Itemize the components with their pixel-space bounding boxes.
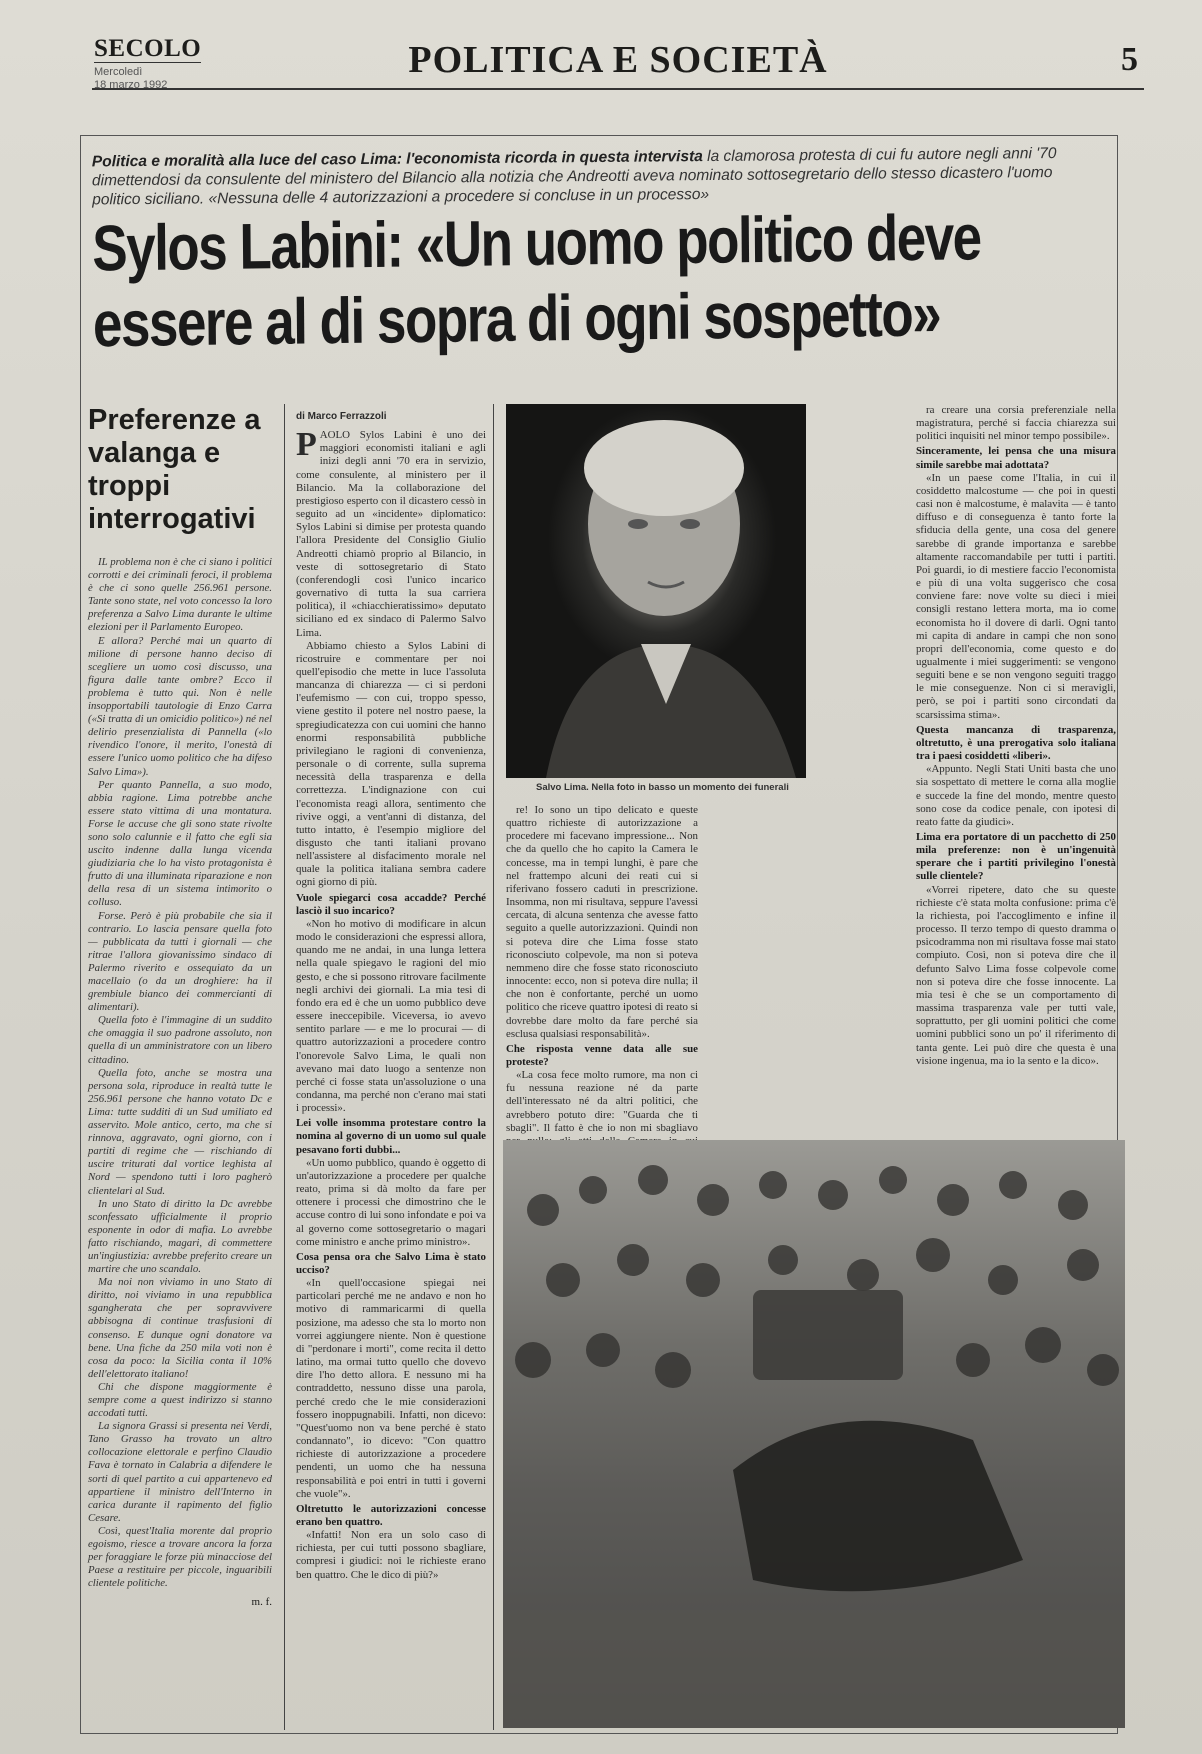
interview-paragraph: PAOLO Sylos Labini è uno dei maggiori economisti italiani e agli inizi degli anni '70 era in servizio, come consulente, al ministero per il Bilancio. Ma la collaborazione del prestigioso esperto con il dicastero cessò in seguito ad un «incidente» diplomatico: Sylos Labini si dimise per protesta quando l'allora Presidente del Consiglio Giulio Andreotti chiamò proprio al Bilancio, in veste di sottosegretario di Stato (conferendogli così l'unico incarico governativo di tutta la sua carriera politica), il «chiacchieratissimo» deputato siciliano ed ex sindaco di Palermo Salvo Lima. xyxy=(296,426,486,639)
kicker-lead: Politica e moralità alla luce del caso Lima: l'economista ricorda in questa intervista xyxy=(91,148,703,171)
interview-paragraph: «Un uomo pubblico, quando è oggetto di un'autorizzazione a procedere per qualche reato, prima si dà molto da fare per ottenere i processi che dimostrino che le accuse contro di lui sono infondate e poi va al governo come sottosegretario o magari come ministro e anche primo ministro». xyxy=(296,1156,486,1248)
interview-paragraph: ra creare una corsia preferenziale nella magistratura, perché si faccia chiarezza sui politici inquisiti nel minor tempo possibile». xyxy=(916,404,1116,443)
sidebar-paragraph: Quella foto è l'immagine di un suddito che omaggia il suo padrone assoluto, non quella di un amministratore con un libero cittadino. xyxy=(88,1014,272,1066)
interview-question: Lei volle insomma protestare contro la nomina al governo di un uomo sul quale pesavano forti dubbi... xyxy=(296,1117,486,1156)
interview-paragraph: «Non ho motivo di modificare in alcun modo le considerazioni che espressi allora, quando me ne andai, in una lunga lettera nella quale spiegavo le ragioni del mio gesto, e che si possono ritrovare facilmente negli archivi dei giornali. La mia tesi di fondo era ed è che un uomo pubblico deve essere ineccepibile. Viceversa, io avevo sentito parlare — e me lo procurai — di quattro autorizzazioni a procedere contro l'onorevole Salvo Lima, le quali non avevano mai dato luogo a sentenze non perché ci fosse stata un'assoluzione o una condanna, ma perché non c'erano mai stati i processi». xyxy=(296,917,486,1115)
interview-question: Lima era portatore di un pacchetto di 250 mila preferenze: non è un'ingenuità sperare che i partiti privilegino l'onestà sulle clientele? xyxy=(916,831,1116,883)
interview-question: Sinceramente, lei pensa che una misura simile sarebbe mai adottata? xyxy=(916,445,1116,471)
portrait-silhouette xyxy=(506,404,806,778)
photo-caption: Salvo Lima. Nella foto in basso un momento dei funerali xyxy=(536,782,789,793)
interview-question: Oltretutto le autorizzazioni concesse erano ben quattro. xyxy=(296,1502,486,1528)
article-headline: Sylos Labini: «Un uomo politico deve essere al di sopra di ogni sospetto» xyxy=(92,201,981,361)
interview-paragraph: Abbiamo chiesto a Sylos Labini di ricostruire e commentare per noi quell'episodio che mette in luce l'assoluta mancanza di chiarezza — ci si perdoni l'eufemismo — con cui, troppo spesso, viene gestito il potere nel nostro paese, la spregiudicatezza con cui uomini che hanno enormi responsabilità pubbliche privilegiano le ragioni di convenienza, personale o di corrente, sulla suprema necessità della trasparenza e della correttezza. L'indignazione con cui l'economista reagì allora, sentimento che rivive oggi, a vent'anni di distanza, del tutto intatto, è l'esempio migliore del disgusto che tanti italiani provano nell'assistere al disfacimento morale nel quale la politica italiana sembra cadere ogni giorno di più. xyxy=(296,639,486,889)
sidebar-signature: m. f. xyxy=(251,1596,272,1609)
sidebar-paragraph: Forse. Però è più probabile che sia il contrario. Lo lascia pensare quella foto — pubblicata da tutti i giornali — che ritrae l'allora giovanissimo sindaco di Palermo riverito e ossequiato da un macellaio (o da un droghiere: ha il grembiule bianco dei commercianti di alimentari). xyxy=(88,909,272,1014)
article-column-3 xyxy=(707,804,903,1132)
interview-paragraph: re! Io sono un tipo delicato e queste quattro richieste di autorizzazione a procedere mi facevano impressione... Non che da quello che ho capito la Camera le concesse, ma in tempi lunghi, è pare che nel frattempo alcuni dei reati cui si riferivano fossero caduti in prescrizione. Insomma, non mi risultava, seppure l'avessi cercata, di alcuna sentenza che avesse fatto seguito a quelle autorizzazioni. Quindi non si poteva dire che Lima fosse stato riconosciuto colpevole, ma non si poteva nemmeno dire che fosse stato riconosciuto innocente: ecco, non si poteva dire nulla; il che non è confortante, perché un uomo politico che riceve quattro ipotesi di reato si dovrebbe dare molto da fare perché sia esclusa qualsiasi responsabilità». xyxy=(506,804,698,1040)
sidebar-paragraph: In uno Stato di diritto la Dc avrebbe sconfessato ufficialmente il proprio esponente in odor di mafia. Lo avrebbe fatto rischiando, magari, di commettere un'ingiustizia: avrebbe preferito creare un martire che uno scandalo. xyxy=(88,1197,272,1276)
interview-paragraph: «Vorrei ripetere, dato che su queste richieste c'è stata molta confusione: prima c'è la richiesta, poi l'accoglimento e infine il processo. Il terzo tempo di questo dramma o psicodramma non mi risultava fosse mai stato compiuto. Così, non si poteva dire che il defunto Salvo Lima fosse colpevole come non si poteva dire che fosse innocente. La mia tesi è che se un comportamento di massima trasparenza vale per tutti vale, soprattutto, per gli uomini politici che come uomini pubblici sono un po' il riferimento di tanta gente. Lei può dire che questa è una visione ingenua, ma io la sento e la dico». xyxy=(916,883,1116,1067)
article-column-4 xyxy=(916,404,1116,1132)
sidebar-paragraph: E allora? Perché mai un quarto di milione di persone hanno deciso di scegliere un uomo così discusso, una figura dalle tante ombre? Ecco il problema è tutto qui. Non è nelle insopportabili tautologie di Enzo Carra («Si tratta di un omicidio politico») né nel delirio presenzialista di Pannella («lo rivendico l'onore, il merito, l'onestà di essere l'unico uomo politico che ha difeso Salvo Lima»). xyxy=(88,634,272,778)
kicker-rest: la clamorosa protesta di cui fu autore negli anni '70 dimettendosi da consulente del ministero del Bilancio alla notizia che Andreotti aveva nominato sottosegretario dello stesso dicastero l'uomo politico siciliano. «Nessuna delle 4 autorizzazioni a procedere si concluse in un processo» xyxy=(91,144,1057,209)
article-column-2 xyxy=(506,804,698,1132)
interview-paragraph: «In un paese come l'Italia, in cui il cosiddetto malcostume — che poi in questi casi non è malcostume, è malavita — è tanto diffuso e di conseguenza è tanto forte la sfiducia della gente, una cosa del genere sarebbe di grande importanza e sarebbe altamente raccomandabile per tutti i partiti. Poi guardi, io di mestiere faccio l'economista e più di una volta suggerisco che cosa conviene fare: nove volte su dieci i miei consigli restano lettera morta, ma io come economista ho il dovere di darli. Ogni tanto mi capita di andare in campi che non sono propri dell'economia, come questo e do ugualmente i miei suggerimenti: se vengono seguiti bene e se non vengono seguiti traggo le mie conseguenze. Non ci si meravigli, però, se poi i partiti sono circondati da scarsissima stima». xyxy=(916,471,1116,721)
sidebar-paragraph: Per quanto Pannella, a suo modo, abbia ragione. Lima potrebbe anche essere stato vittima di una montatura. Forse le accuse che gli sono state rivolte sono solo calunnie e il fatto che egli sia uscito indenne dalla lunga vicenda giudiziaria che lo ha visto protagonista è frutto di una illuminata riparazione e non della resa di un sistema intimorito o colluso. xyxy=(88,778,272,909)
interview-question: Che risposta venne data alle sue proteste? xyxy=(506,1042,698,1068)
sidebar-paragraph: Chi che dispone maggiormente è sempre come a quest indirizzo si stanno accodati tutti. xyxy=(88,1380,272,1420)
interview-question: Questa mancanza di trasparenza, oltretutto, è una prerogativa solo italiana tra i paesi cosiddetti «liberi». xyxy=(916,723,1116,763)
issue-day: Mercoledì xyxy=(94,66,143,78)
sidebar-paragraph: Ma noi non viviamo in uno Stato di diritto, noi viviamo in una repubblica sgangherata che per sopravvivere abbisogna di continue trasfusioni di consenso. E dunque ogni donatore va bene. Una fiche da 250 mila voti non è cosa da poco: la Sicilia conta il 10% dell'elettorato italiano! xyxy=(88,1276,272,1380)
sidebar-body xyxy=(88,556,272,1590)
sidebar-title: Preferenze a valanga e troppi interrogativi xyxy=(88,404,261,535)
portrait-photo-salvo-lima xyxy=(506,404,806,778)
sidebar-paragraph: La signora Grassi si presenta nei Verdi, Tano Grasso ha trovato un altro collocazione elettorale e perfino Claudio Fava è tornato in Calabria a difendere le sorti di quel partito a cui appartenevo ed appartiene il ministro dell'Interno in carica durante il rapimento del figlio Cesare. xyxy=(88,1420,272,1524)
article-column-1 xyxy=(296,410,486,1726)
section-title: POLITICA E SOCIETÀ xyxy=(408,39,828,81)
page-number: 5 xyxy=(1121,41,1138,78)
sidebar-commentary xyxy=(88,398,272,1698)
column-rule xyxy=(284,404,285,1730)
newspaper-logo: SECOLO xyxy=(94,35,202,62)
article-byline: di Marco Ferrazzoli xyxy=(296,411,387,422)
interview-question: Vuole spiegarci cosa accadde? Perché lasciò il suo incarico? xyxy=(296,891,486,917)
issue-date: 18 marzo 1992 xyxy=(94,79,168,91)
sidebar-paragraph: IL problema non è che ci siano i politici corrotti e dei criminali feroci, il problema è che ci sono quelle 256.961 persone. Tante sono state, nel voto concesso la loro preferenza a Salvo Lima durante le ultime elezioni per il Parlamento Europeo. xyxy=(88,556,272,634)
sidebar-paragraph: Così, quest'Italia morente dal proprio egoismo, riesce a trovare ancora la forza per foraggiare le forze più minacciose del Paese a restituire per piccole, inguaribili clientele politiche. xyxy=(88,1524,272,1590)
interview-paragraph: «La cosa fece molto rumore, ma non ci fu nessuna reazione né da parte dell'interessato né da altri politici, che avrebbero potuto dire: "Guarda che ti sbagli". Il fatto è che io non mi sbagliavo xyxy=(506,1069,698,1134)
drop-cap: P xyxy=(296,426,317,464)
interview-paragraph: «Infatti! Non era un solo caso di richiesta, per cui tutti possono sbagliare, compresi i giudici: noi le richieste erano ben quattro. Che le dico di più?» xyxy=(296,1529,486,1581)
article-kicker xyxy=(92,144,1102,210)
column-rule xyxy=(493,404,494,1730)
crowd-scene xyxy=(503,1140,1125,1728)
masthead xyxy=(92,30,1144,90)
interview-paragraph: «In quell'occasione spiegai nei particolari perché me ne andavo e non ho motivo di rammaricarmi di quella posizione, ma adesso che sta lo morto non vorrei aggiungere niente. Non è questione di "perdonare i morti", come recita il detto latino, ma ormai tutto quello che dovevo dire l'ho detto allora. E nessuno mi ha contraddetto, nessuno disse una parola, perché credo che le mie considerazioni fossero inoppugnabili. Infatti, non dicevo: "Quest'uomo non va bene perché è stato condannato", io dicevo: "Con quattro richieste di autorizzazione a procedere pendenti, un uomo che ha nessuna responsabilità e poi entri in tutti i governi che vuole"». xyxy=(296,1277,486,1500)
sidebar-paragraph: Quella foto, anche se mostra una persona sola, riproduce in realtà tutte le 256.961 persone che hanno votato Dc e Lima: tutte sudditi di un Sud umiliato ed asservito. Mole antico, certo, ma che si rinnova, aggravato, ogni giorno, con i partiti di regime che — rischiando di uscire triturati dal vortice leghista al Nord — spendono tutti i loro pagherò clientelari al Sud. xyxy=(88,1066,272,1197)
interview-question: Cosa pensa ora che Salvo Lima è stato ucciso? xyxy=(296,1250,486,1276)
interview-paragraph: «Appunto. Negli Stati Uniti basta che uno sia sospettato di mettere le corna alla moglie e succede la fine del mondo, mentre questo sono cose da codice penale, con ipotesi di reato fatte da giudici». xyxy=(916,763,1116,828)
funeral-crowd-photo xyxy=(503,1140,1125,1728)
